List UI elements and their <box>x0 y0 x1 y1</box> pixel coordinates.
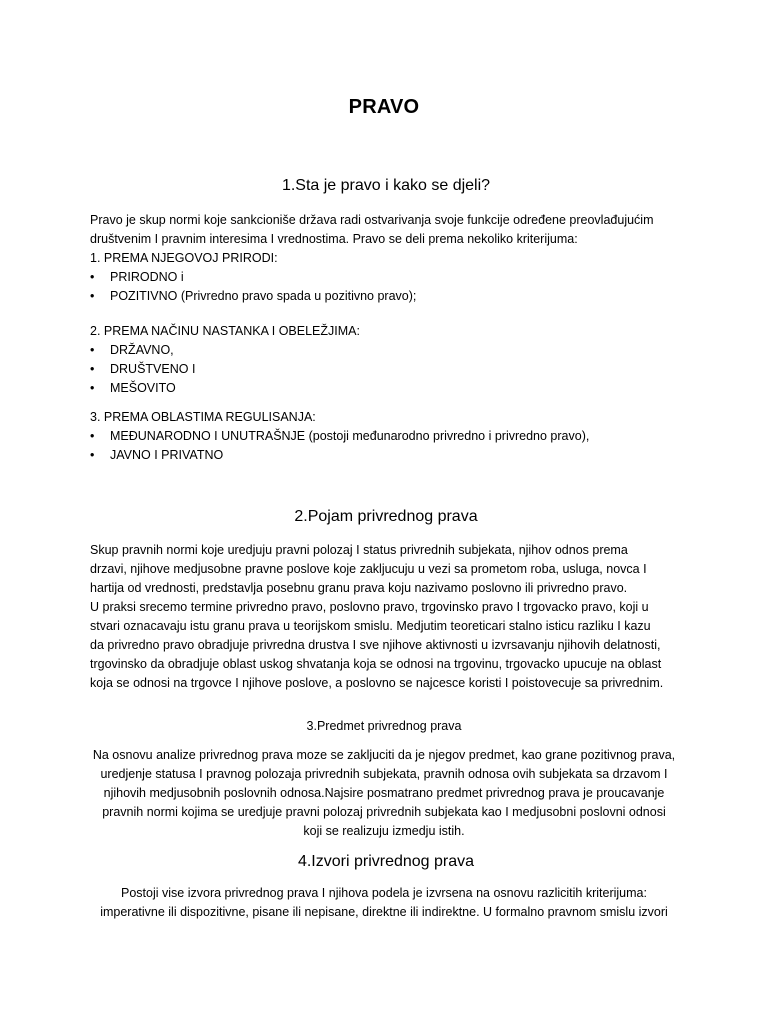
paragraph-line: koji se realizuju izmedju istih. <box>303 824 465 838</box>
paragraph-line: hartija od vrednosti, predstavlja posebnu granu prava koju nazivamo poslovno ili privredno pravo. <box>90 581 628 595</box>
section-4-heading: 4.Izvori privrednog prava <box>297 853 475 870</box>
list-item-text: PRIRODNO i <box>110 270 184 284</box>
paragraph-line: pravnih normi kojima se uredjuje pravni polozaj privrednih subjekata kao I medjusobni poslovni odnosi <box>102 805 666 819</box>
paragraph-line: uredjenje statusa I pravnog polozaja privrednih subjekata, pravnih odnosa ovih subjekata sa drzavom I <box>100 767 668 781</box>
section-2-heading: 2.Pojam privrednog prava <box>294 508 478 525</box>
bullet-icon: • <box>90 448 95 462</box>
paragraph-line: imperativne ili dispozitivne, pisane ili nepisane, direktne ili indirektne. U formalno pravnom smislu izvori <box>100 905 668 919</box>
bullet-icon: • <box>90 270 95 284</box>
section-3-heading: 3.Predmet privrednog prava <box>306 719 462 733</box>
list-item-text: DRUŠTVENO I <box>110 362 196 376</box>
paragraph-line: trgovinsko da obradjuje oblast uskog shvatanja koja se odnosi na trgovinu, trgovacko upucuje na oblast <box>90 657 662 671</box>
list-item <box>90 446 589 465</box>
paragraph-line: da privredno pravo obradjuje privredna drustva I sve njihove aktivnosti u izvrsavanju njihovih delatnosti, <box>90 638 661 652</box>
list-item-text: POZITIVNO (Privredno pravo spada u pozitivno pravo); <box>110 289 417 303</box>
section-3-body <box>60 746 708 841</box>
group-2-list <box>90 341 195 398</box>
section-1-intro <box>90 211 653 249</box>
section-4-body <box>60 884 708 922</box>
list-item <box>90 341 195 360</box>
paragraph-line: drzavi, njihove medjusobne pravne poslove koje zakljucuju u vezi sa prometom roba, usluga, novca I <box>90 562 647 576</box>
document-title: PRAVO <box>348 96 420 118</box>
paragraph-line: Na osnovu analize privrednog prava moze se zakljuciti da je njegov predmet, kao grane pozitivnog prava, <box>92 748 676 762</box>
bullet-icon: • <box>90 429 95 443</box>
list-item <box>90 360 195 379</box>
paragraph-line: Postoji vise izvora privrednog prava I njihova podela je izvrsena na osnovu razlicitih kriterijuma: <box>121 886 647 900</box>
paragraph-line: društvenim I pravnim interesima I vrednostima. Pravo se deli prema nekoliko kriterijuma: <box>90 232 578 246</box>
section-2-body <box>90 541 663 693</box>
paragraph-line: koja se odnosi na trgovce I njihove poslove, a poslovno se najcesce koristi I poistovecuje sa privrednim. <box>90 676 664 690</box>
bullet-icon: • <box>90 289 95 303</box>
group-1-list <box>90 268 416 306</box>
bullet-icon: • <box>90 381 95 395</box>
list-item <box>90 287 416 306</box>
list-item-text: MEĐUNARODNO I UNUTRAŠNJE (postoji međunarodno privredno i privredno pravo), <box>110 429 590 443</box>
paragraph-line: njihovih medjusobnih poslovnih odnosa.Najsire posmatrano predmet privrednog prava je proucavanje <box>103 786 665 800</box>
group-1-title: 1. PREMA NJEGOVOJ PRIRODI: <box>90 251 278 265</box>
list-item-text: DRŽAVNO, <box>110 343 174 357</box>
list-item-text: JAVNO I PRIVATNO <box>110 448 224 462</box>
bullet-icon: • <box>90 362 95 376</box>
list-item <box>90 268 416 287</box>
group-3-list <box>90 427 589 465</box>
bullet-icon: • <box>90 343 95 357</box>
group-2-title: 2. PREMA NAČINU NASTANKA I OBELEŽJIMA: <box>90 324 360 338</box>
paragraph-line: Pravo je skup normi koje sankcioniše država radi ostvarivanja svoje funkcije određene preovlađujućim <box>90 213 654 227</box>
list-item-text: MEŠOVITO <box>110 381 176 395</box>
section-1-heading: 1.Sta je pravo i kako se djeli? <box>281 177 491 194</box>
paragraph-line: U praksi srecemo termine privredno pravo, poslovno pravo, trgovinsko pravo I trgovacko pravo, koji u <box>90 600 649 614</box>
group-3-title: 3. PREMA OBLASTIMA REGULISANJA: <box>90 410 316 424</box>
list-item <box>90 427 589 446</box>
paragraph-line: Skup pravnih normi koje uredjuju pravni polozaj I status privrednih subjekata, njihov odnos prema <box>90 543 628 557</box>
paragraph-line: stvari oznacavaju istu granu prava u teorijskom smislu. Medjutim teoreticari stalno isticu razliku I kazu <box>90 619 651 633</box>
list-item <box>90 379 195 398</box>
